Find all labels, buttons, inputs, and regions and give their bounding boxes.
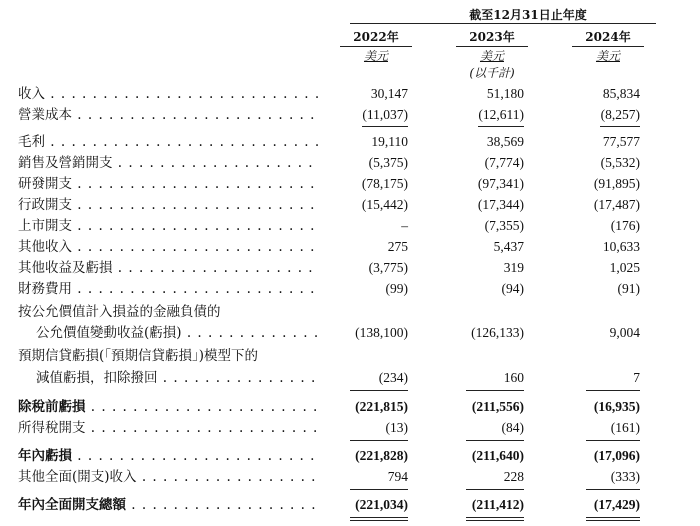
row-loss-for-year <box>0 446 700 466</box>
value-2024: (17,096) <box>593 448 640 463</box>
row-other-comprehensive <box>0 467 700 487</box>
row-label: 減值虧損，扣除撥回 . . . <box>36 368 318 388</box>
value-2024: (8,257) <box>600 107 640 122</box>
row-rd-expenses <box>0 174 700 194</box>
value-2022: (11,037) <box>362 107 408 122</box>
row-label: 其他收益及虧損 . . . <box>18 258 318 278</box>
row-label: 年內全面開支總額 . . . <box>18 495 318 515</box>
unit-2024: 美元 <box>595 49 620 63</box>
row-label: 上市開支 . . . <box>18 216 318 236</box>
value-2024: (91) <box>617 281 640 296</box>
value-2024: (161) <box>610 420 640 435</box>
value-2023: (12,611) <box>478 107 524 122</box>
row-label: 毛利 . . . <box>18 132 318 152</box>
subtotal-rule <box>478 126 524 127</box>
subtotal-rule <box>600 126 640 127</box>
value-2022: (3,775) <box>368 260 408 275</box>
row-ecl-impairment <box>0 368 700 388</box>
value-2023: 5,437 <box>493 239 524 254</box>
row-other-income <box>0 237 700 257</box>
subtotal-rule <box>586 489 640 490</box>
row-listing-expenses <box>0 216 700 236</box>
year-2023-heading: 2023年 <box>469 30 515 44</box>
row-admin-expenses <box>0 195 700 215</box>
row-label: 預期信貸虧損(「預期信貸虧損」)模型下的 <box>18 348 259 364</box>
row-label: 財務費用 . . . <box>18 279 318 299</box>
value-2024: (176) <box>610 218 640 233</box>
row-total-comprehensive <box>0 495 700 515</box>
year-2024-heading: 2024年 <box>585 30 631 44</box>
value-2022: (221,815) <box>355 399 408 414</box>
value-2023: (211,412) <box>471 497 524 512</box>
value-2023: 228 <box>503 469 524 484</box>
row-label: 營業成本 . . . <box>18 105 318 125</box>
value-2022: (78,175) <box>361 176 408 191</box>
row-label: 其他全面(開支)收入 . . . <box>18 467 318 487</box>
row-revenue <box>0 84 700 104</box>
unit-note-2023: (以千計) <box>469 66 515 80</box>
value-2024: 10,633 <box>602 239 640 254</box>
subtotal-rule <box>350 390 408 391</box>
value-2024: (333) <box>610 469 640 484</box>
value-2023: (7,774) <box>484 155 524 170</box>
subtotal-rule <box>350 440 408 441</box>
value-2023: (84) <box>501 420 524 435</box>
value-2023: 51,180 <box>486 86 524 101</box>
value-2022: (5,375) <box>368 155 408 170</box>
value-2022: (99) <box>385 281 408 296</box>
value-2024: 7 <box>633 370 640 385</box>
value-2023: 38,569 <box>486 134 524 149</box>
subtotal-rule <box>362 126 408 127</box>
subtotal-rule <box>466 489 524 490</box>
value-2024: (91,895) <box>593 176 640 191</box>
row-finance-costs <box>0 279 700 299</box>
value-2024: 77,577 <box>602 134 640 149</box>
row-label: 所得稅開支 . . . <box>18 418 318 438</box>
row-loss-before-tax <box>0 397 700 417</box>
value-2023: (94) <box>501 281 524 296</box>
value-2022: (221,828) <box>355 448 408 463</box>
value-2023: (211,556) <box>471 399 524 414</box>
value-2023: (126,133) <box>471 325 524 340</box>
value-2022: 19,110 <box>371 134 408 149</box>
row-fvtpl-change <box>0 323 700 343</box>
row-label: 研發開支 . . . <box>18 174 318 194</box>
subtotal-rule <box>466 390 524 391</box>
subtotal-rule <box>586 440 640 441</box>
row-label: 銷售及營銷開支 . . . <box>18 153 318 173</box>
total-double-rule <box>586 517 640 521</box>
value-2024: (17,487) <box>593 197 640 212</box>
subtotal-rule <box>586 390 640 391</box>
row-label: 其他收入 . . . <box>18 237 318 257</box>
unit-2022: 美元 <box>363 49 388 63</box>
value-2022: (13) <box>385 420 408 435</box>
value-2024: 1,025 <box>609 260 640 275</box>
subtotal-rule <box>466 440 524 441</box>
row-label: 公允價值變動收益(虧損) . . . <box>36 323 318 343</box>
value-2022: (15,442) <box>361 197 408 212</box>
row-cost-of-sales <box>0 105 700 125</box>
year-rule-2023 <box>456 46 528 47</box>
row-selling-expenses <box>0 153 700 173</box>
unit-2023: 美元 <box>479 49 504 63</box>
value-2022: 794 <box>387 469 408 484</box>
value-2023: (211,640) <box>471 448 524 463</box>
value-2024: (5,532) <box>600 155 640 170</box>
year-2022-heading: 2022年 <box>353 30 399 44</box>
row-label: 按公允價值計入損益的金融負債的 <box>18 304 221 320</box>
value-2022: – <box>401 218 408 233</box>
value-2022: (138,100) <box>355 325 408 340</box>
period-rule <box>350 23 656 24</box>
value-2022: (221,034) <box>355 497 408 512</box>
value-2024: (17,429) <box>593 497 640 512</box>
value-2023: 160 <box>503 370 524 385</box>
value-2024: 85,834 <box>602 86 640 101</box>
value-2022: 275 <box>387 239 408 254</box>
row-other-gains-losses <box>0 258 700 278</box>
value-2023: (17,344) <box>477 197 524 212</box>
subtotal-rule <box>350 489 408 490</box>
row-ecl-heading <box>0 346 700 366</box>
value-2024: (16,935) <box>593 399 640 414</box>
value-2023: (7,355) <box>484 218 524 233</box>
row-label: 收入 . . . <box>18 84 318 104</box>
row-label: 行政開支 . . . <box>18 195 318 215</box>
row-label: 年內虧損 . . . <box>18 446 318 466</box>
value-2022: (234) <box>378 370 408 385</box>
value-2024: 9,004 <box>609 325 640 340</box>
total-double-rule <box>350 517 408 521</box>
value-2023: (97,341) <box>477 176 524 191</box>
value-2023: 319 <box>503 260 524 275</box>
row-label: 除稅前虧損 . . . <box>18 397 318 417</box>
row-fvtpl-heading <box>0 302 700 322</box>
total-double-rule <box>466 517 524 521</box>
row-income-tax <box>0 418 700 438</box>
period-heading: 截至12月31日止年度 <box>469 8 587 22</box>
row-gross-profit <box>0 132 700 152</box>
value-2022: 30,147 <box>370 86 408 101</box>
year-rule-2022 <box>340 46 412 47</box>
year-rule-2024 <box>572 46 644 47</box>
